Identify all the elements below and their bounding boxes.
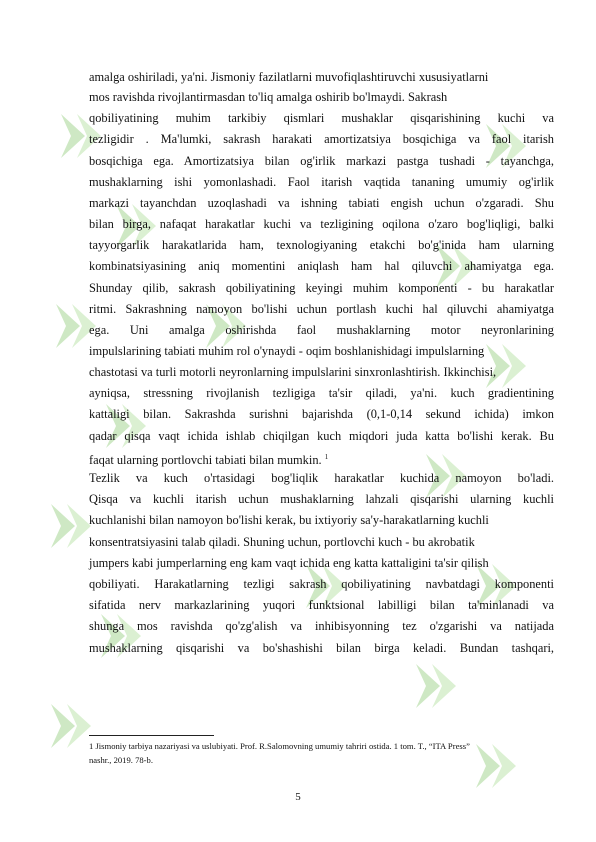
- footnote-line: nashr., 2019. 78-b.: [89, 755, 153, 765]
- text-line: ritmi. Sakrashning namoyon bo'lishi uchun portlash kuchi hal qiluvchi ahamiyatga: [89, 302, 554, 316]
- text-line: bosqichiga ega. Amortizatsiya bilan og'irlik markazi pastga tushadi - tayanchga,: [89, 154, 554, 168]
- text-line: amalga oshiriladi, ya'ni. Jismoniy fazilatlarni muvofiqlashtiruvchi xususiyatlarni: [89, 70, 489, 84]
- text-line: ega. Uni amalga oshirishda faol mushaklarning motor neyronlarining: [89, 323, 554, 337]
- footnote-reference: 1: [324, 453, 329, 461]
- text-line: shunga mos ravishda qo'zg'alish va inhibisyonning tez o'zgarishi va natijada: [89, 619, 554, 633]
- text-line: impulslarining tabiati muhim rol o'ynaydi - oqim boshlanishidagi impulslarning: [89, 344, 485, 358]
- text-line: markazi tayanchdan uzoqlashadi va ishning tabiati engish uchun o'zgaradi. Shu: [89, 196, 554, 210]
- text-line: jumpers kabi jumperlarning eng kam vaqt ichida eng katta kattaligini ta'sir qilish: [89, 556, 489, 570]
- text-line: Shunday qilib, sakrash qobiliyatining keyingi muhim komponenti - bu harakatlar: [89, 281, 554, 295]
- text-line: kombinatsiyasining aniq momentini aniqlash ham hal qiluvchi ahamiyatga ega.: [89, 259, 554, 273]
- text-line: kuchlanishi bilan namoyon bo'lishi kerak, bu ixtiyoriy sa'y-harakatlarning kuchli: [89, 513, 489, 527]
- text-line: sifatida nerv markazlarining yuqori funktsional labilligi bilan ta'minlanadi va: [89, 598, 554, 612]
- text-line: konsentratsiyasini talab qiladi. Shuning uchun, portlovchi kuch - bu akrobatik: [89, 535, 475, 549]
- footnote-separator: [89, 735, 214, 736]
- text-line: ayniqsa, stressning rivojlanish tezligiga ta'sir qiladi, ya'ni. kuch gradientining: [89, 386, 554, 400]
- text-line: tezligidir . Ma'lumki, sakrash harakati amortizatsiya bosqichiga va faol itarish: [89, 132, 554, 146]
- text-line: tayyorgarlik harakatlarida ham, texnologiyaning etakchi bo'g'inida ham ularning: [89, 238, 554, 252]
- text-line: qadar qisqa vaqt ichida ishlab chiqilgan kuch miqdori juda katta bo'lishi kerak. Bu: [89, 429, 554, 443]
- page-number: 5: [295, 791, 301, 803]
- text-line: qobiliyatining muhim tarkibiy qismlari mushaklar qisqarishining kuchi va: [89, 111, 554, 125]
- text-line: Qisqa va kuchli itarish uchun mushaklarning lahzali qisqarishi ularning kuchli: [89, 492, 554, 506]
- text-line: mos ravishda rivojlantirmasdan to'liq amalga oshirib bo'lmaydi. Sakrash: [89, 90, 448, 104]
- watermark-arrow-icon: [410, 660, 462, 712]
- text-line: Tezlik va kuch o'rtasidagi bog'liqlik harakatlar kuchida namoyon bo'ladi.: [89, 471, 554, 485]
- text-line: bilan birga, nafaqat harakatlar kuchi va tezligining oqilona o'zaro bog'liqligi, balki: [89, 217, 554, 231]
- text-line: mushaklarning ishi yomonlashadi. Faol itarish vaqtida tananing umumiy og'irlik: [89, 175, 554, 189]
- text-line: kattaligi bilan. Sakrashda surishni bajarishda (0,1-0,14 sekund ichida) imkon: [89, 407, 554, 421]
- footnote-line: 1 Jismoniy tarbiya nazariyasi va uslubiyati. Prof. R.Salomovning umumiy tahriri ostida. 1 tom. T., “ITA Press”: [89, 741, 470, 751]
- text-line: qobiliyati. Harakatlarning tezligi sakrash qobiliyatining navbatdagi komponenti: [89, 577, 554, 591]
- text-line: faqat ularning portlovchi tabiati bilan mumkin. $^1$: [89, 453, 329, 468]
- text-line: chastotasi va turli motorli neyronlarning impulslarini sinxronlashtirish. Ikkinchisi,: [89, 365, 497, 379]
- text-line: mushaklarning qisqarishi va bo'shashishi bilan birga keladi. Bundan tashqari,: [89, 641, 554, 655]
